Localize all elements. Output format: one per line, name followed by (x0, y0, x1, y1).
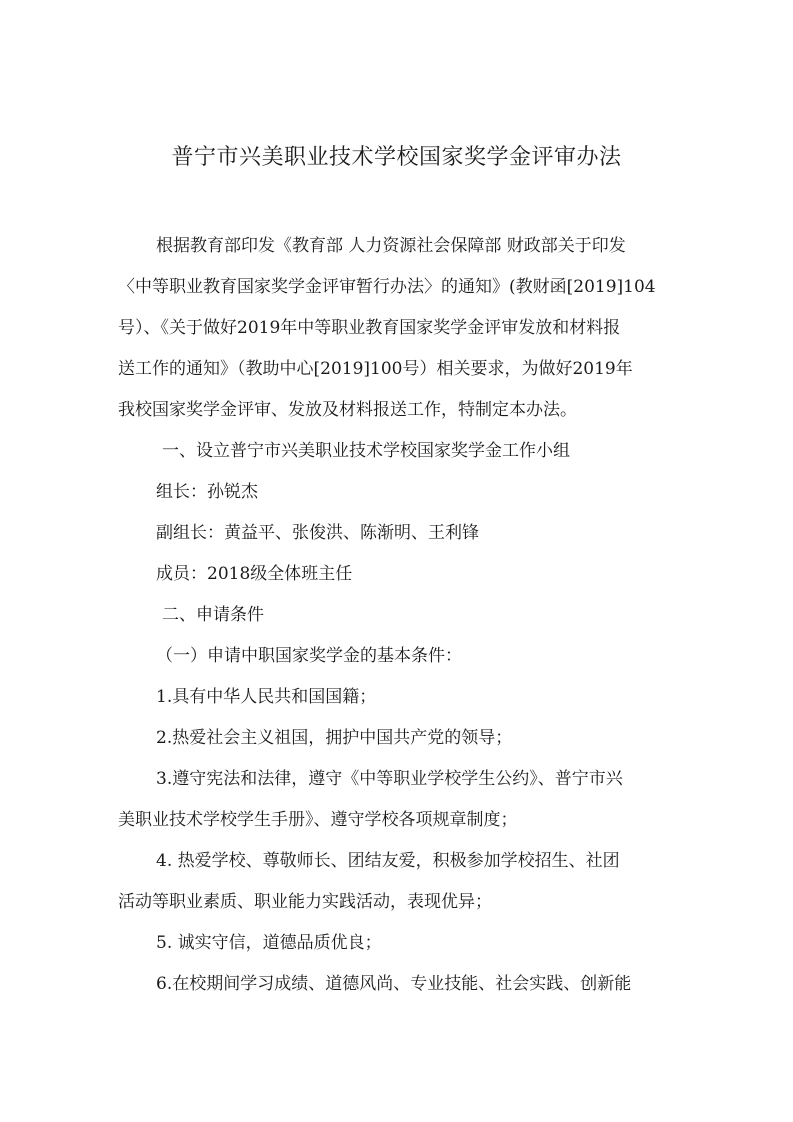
section-heading-1: 一、设立普宁市兴美职业技术学校国家奖学金工作小组 (162, 441, 570, 461)
condition-item: 4. 热爱学校、尊敬师长、团结友爱，积极参加学校招生、社团 (156, 851, 620, 871)
condition-item-continued: 美职业技术学校学生手册》、遵守学校各项规章制度； (118, 810, 518, 830)
condition-item-continued: 活动等职业素质、职业能力实践活动，表现优异； (118, 892, 492, 912)
section-heading-2: 二、申请条件 (162, 605, 264, 625)
condition-item: 1.具有中华人民共和国国籍； (156, 687, 377, 707)
deputy-leaders: 副组长：黄益平、张俊洪、陈渐明、王利锋 (156, 523, 479, 543)
paragraph-line: 送工作的通知》（教助中心[2019]100号）相关要求，为做好2019年 (118, 359, 633, 379)
paragraph-line: 我校国家奖学金评审、发放及材料报送工作，特制定本办法。 (118, 400, 577, 420)
paragraph-line: 根据教育部印发《教育部 人力资源社会保障部 财政部关于印发 (156, 236, 626, 256)
document-body (118, 226, 688, 1005)
condition-item: 2.热爱社会主义祖国，拥护中国共产党的领导； (156, 728, 513, 748)
document-title: 普宁市兴美职业技术学校国家奖学金评审办法 (171, 145, 622, 170)
condition-item: 3.遵守宪法和法律，遵守《中等职业学校学生公约》、普宁市兴 (156, 769, 623, 789)
condition-item: 6.在校期间学习成绩、道德风尚、专业技能、社会实践、创新能 (156, 974, 632, 994)
subsection-heading: （一）申请中职国家奖学金的基本条件： (156, 646, 462, 666)
group-leader: 组长：孙锐杰 (156, 482, 258, 502)
condition-item: 5. 诚实守信，道德品质优良； (156, 933, 382, 953)
group-members: 成员：2018级全体班主任 (156, 564, 353, 584)
paragraph-line: 号）、《关于做好2019年中等职业教育国家奖学金评审发放和材料报 (118, 318, 621, 338)
paragraph-line: 〈中等职业教育国家奖学金评审暂行办法〉的通知》(教财函[2019]104 (118, 277, 656, 297)
